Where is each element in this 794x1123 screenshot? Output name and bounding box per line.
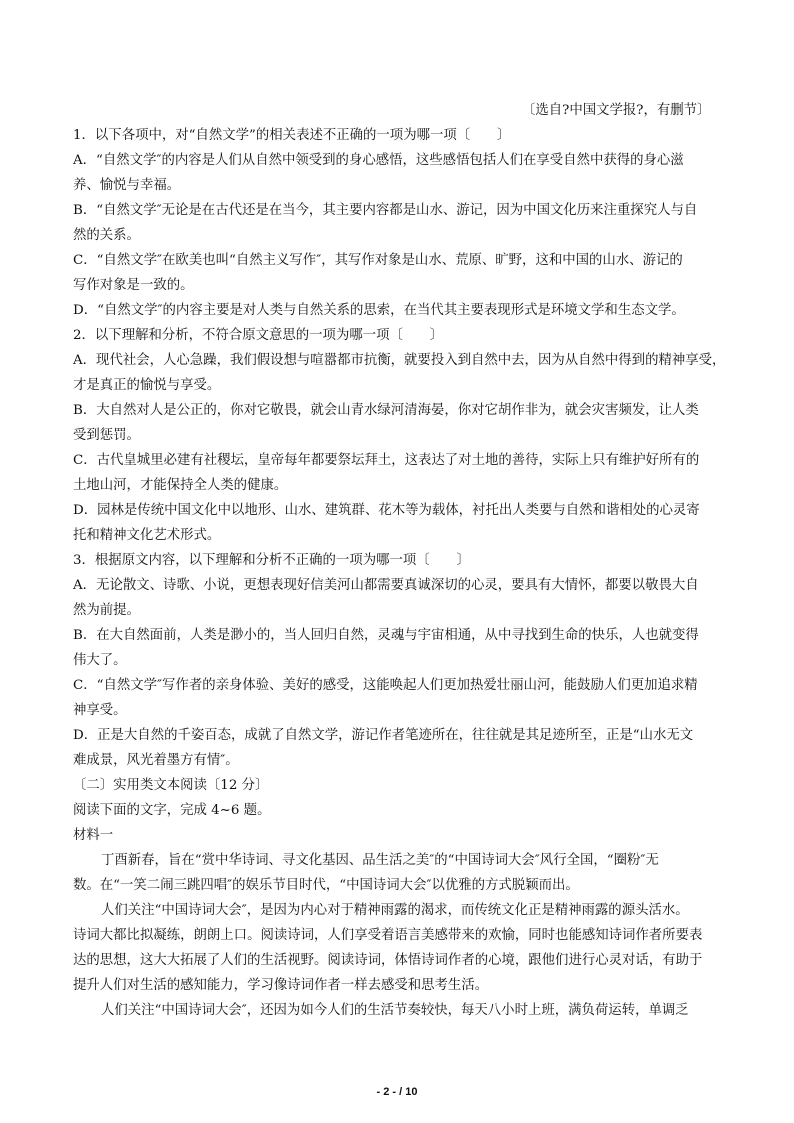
page-number: - 2 - / 10 <box>376 1086 418 1098</box>
q3-option-b-line-1: B．在大自然面前，人类是渺小的，当人回归自然，灵魂与宇宙相通，从中寻找到生命的快乐，人也就变得 <box>73 628 699 643</box>
q2-option-b-line-1: B．大自然对人是公正的，你对它敬畏，就会山青水绿河清海晏，你对它胡作非为，就会灾害频发，让人类 <box>73 403 699 418</box>
reading-instruction: 阅读下面的文字，完成 4~6 题。 <box>73 803 271 818</box>
paragraph-2-line-4: 提升人们对生活的感知能力，学习像诗词作者一样去感受和思考生活。 <box>73 978 489 993</box>
q3-option-c-line-1: C．“自然文学″写作者的亲身体验、美好的感受，这能唤起人们更加热爱壮丽山河，能鼓励人们更加追求精 <box>73 678 698 693</box>
q3-option-c-line-2: 神享受。 <box>73 703 127 718</box>
paragraph-2-line-1: 人们关注“中国诗词大会″，是因为内心对于精神雨露的渴求，而传统文化正是精神雨露的源头活水。 <box>101 903 689 918</box>
q3-option-d-line-2: 难成景，风光着墨方有情″。 <box>73 753 239 768</box>
section-heading: 〔二〕实用类文本阅读〔12 分〕 <box>73 778 269 793</box>
q3-option-a-line-2: 然为前提。 <box>73 603 140 618</box>
q3-option-a-line-1: A．无论散文、诗歌、小说，更想表现好信美河山都需要真诚深切的心灵，要具有大情怀，都要以敬畏大自 <box>73 578 699 593</box>
paragraph-2-line-3: 达的思想，这大大拓展了人们的生活视野。阅读诗词，体悟诗词作者的心境，跟他们进行心灵对话，有助于 <box>73 953 703 968</box>
paragraph-2-line-2: 诗词大都比拟凝练，朗朗上口。阅读诗词，人们享受着语言美感带来的欢愉，同时也能感知诗词作者所要表 <box>73 928 703 943</box>
q3-option-d-line-1: D．正是大自然的千姿百态，成就了自然文学，游记作者笔迹所在，往往就是其足迹所至，正是“山水无文 <box>73 728 694 743</box>
q1-option-d: D．“自然文学″的内容主要是对人类与自然关系的思索，在当代其主要表现形式是环境文学和生态文学。 <box>73 303 685 318</box>
paragraph-3-line-1: 人们关注“中国诗词大会″，还因为如今人们的生活节奏较快，每天八小时上班，满负荷运转，单调乏 <box>101 1003 689 1018</box>
q3-option-b-line-2: 伟大了。 <box>73 653 127 668</box>
source-note: 〔选自?中国文学报?，有删节〕 <box>522 103 711 118</box>
paragraph-1-line-2: 数。在“一笑二闹三跳四唱″的娱乐节目时代，“中国诗词大会″以优雅的方式脱颖而出。 <box>73 878 579 893</box>
q1-option-b-line-2: 然的关系。 <box>73 228 140 243</box>
paragraph-1-line-1: 丁酉新春，旨在“赏中华诗词、寻文化基因、品生活之美″的“中国诗词大会″风行全国，“圈粉″无 <box>101 853 659 868</box>
q2-option-c-line-2: 土地山河，才能保持全人类的健康。 <box>73 478 288 493</box>
material-label: 材料一 <box>73 828 114 843</box>
question-2-stem: 2．以下理解和分析，不符合原文意思的一项为哪一项〔 〕 <box>73 328 444 343</box>
q2-option-b-line-2: 受到惩罚。 <box>73 428 140 443</box>
q1-option-b-line-1: B．“自然文学″无论是在古代还是在当今，其主要内容都是山水、游记，因为中国文化历来注重探究人与自 <box>73 203 698 218</box>
question-3-stem: 3．根据原文内容，以下理解和分析不正确的一项为哪一项〔 〕 <box>73 553 470 568</box>
q2-option-d-line-2: 托和精神文化艺术形式。 <box>73 528 221 543</box>
q2-option-c-line-1: C．古代皇城里必建有社稷坛，皇帝每年都要祭坛拜土，这表达了对土地的善待，实际上只有维护好所有的 <box>73 453 700 468</box>
q2-option-a-line-1: A．现代社会，人心急躁，我们假设想与喧嚣都市抗衡，就要投入到自然中去，因为从自然中得到的精神享受， <box>73 353 726 368</box>
question-1-stem: 1．以下各项中，对“自然文学”的相关表述不正确的一项为哪一项〔 〕 <box>73 128 511 143</box>
q1-option-c-line-2: 写作对象是一致的。 <box>73 278 194 293</box>
q2-option-d-line-1: D．园林是传统中国文化中以地形、山水、建筑群、花木等为载体，衬托出人类要与自然和谐相处的心灵寄 <box>73 503 700 518</box>
q1-option-c-line-1: C．“自然文学″在欧美也叫“自然主义写作″，其写作对象是山水、荒原、旷野，这和中国的山水、游记的 <box>73 253 683 268</box>
q1-option-a-line-1: A．“自然文学″的内容是人们从自然中领受到的身心感悟，这些感悟包括人们在享受自然中获得的身心滋 <box>73 153 684 168</box>
q1-option-a-line-2: 养、愉悦与幸福。 <box>73 178 181 193</box>
q2-option-a-line-2: 才是真正的愉悦与享受。 <box>73 378 221 393</box>
